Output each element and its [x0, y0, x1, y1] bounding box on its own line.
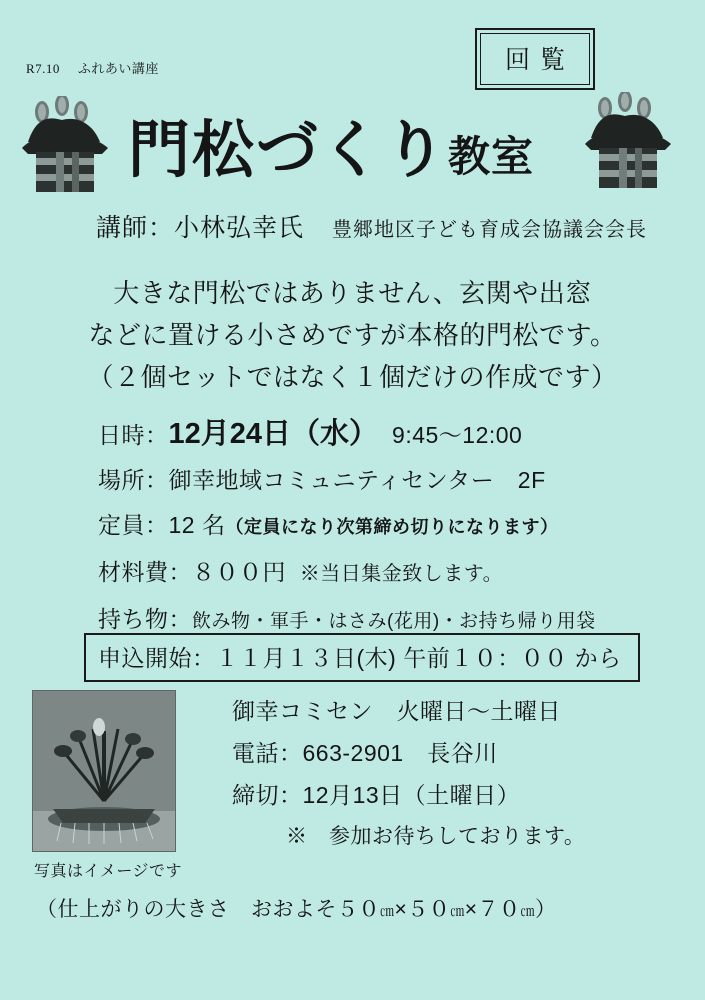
circulation-stamp-text: 回覧: [480, 33, 590, 85]
contact-note: ※ 参加お待ちしております。: [286, 825, 586, 848]
place-label: 場所：: [98, 467, 169, 493]
detail-row-datetime: [98, 415, 658, 455]
contact-block: [232, 690, 585, 858]
sample-photo: [32, 690, 176, 852]
place-value: 御幸地域コミュニティセンター 2F: [168, 467, 546, 493]
description-line-1: 大きな門松ではありません、玄関や出窓: [113, 278, 592, 308]
detail-row-fee: [98, 553, 658, 594]
size-unit-2: ㎝: [450, 903, 465, 919]
datetime-time: 9:45〜12:00: [392, 422, 523, 448]
application-start-text: 申込開始：１１月１３日(木) 午前１０：００ から: [98, 645, 622, 671]
size-note-mid-1: ×５０: [394, 898, 451, 921]
size-note-post: ）: [535, 898, 557, 921]
capacity-value: 12 名: [168, 512, 226, 538]
description-block: [0, 272, 705, 398]
detail-row-place: [98, 461, 658, 500]
page-title-suffix: 教室: [448, 132, 535, 181]
bring-value: 飲み物・軍手・はさみ(花用)・お持ち帰り用袋: [192, 611, 596, 632]
capacity-note: （定員になり次第締め切りになります）: [225, 517, 559, 537]
page-title: [128, 100, 534, 189]
datetime-weekday: （水）: [291, 418, 379, 450]
contact-phone: 電話：663-2901 長谷川: [232, 740, 498, 766]
fee-note: ※当日集金致します。: [299, 563, 504, 585]
page-title-main: 門松づくり: [128, 113, 449, 186]
course-series-label: ふれあい講座: [77, 61, 159, 76]
fee-label: 材料費：: [98, 559, 192, 585]
document-code: [26, 58, 159, 77]
contact-deadline: 締切：12月13日（土曜日）: [232, 782, 521, 808]
circulation-stamp: [475, 28, 595, 90]
photo-caption: 写真はイメージです: [34, 863, 183, 880]
size-note-pre: （仕上がりの大きさ おおよそ５０: [36, 898, 380, 921]
finished-size-note: [36, 893, 557, 923]
description-line-2: などに置ける小さめですが本格的門松です。: [88, 320, 617, 350]
document-code-text: R7.10: [26, 61, 60, 76]
size-unit-3: ㎝: [520, 903, 536, 919]
detail-row-capacity: [98, 506, 658, 547]
kadomatsu-illustration-left: [18, 96, 114, 196]
application-start-box: [84, 633, 640, 682]
instructor-line: [96, 208, 647, 244]
contact-hours: 御幸コミセン 火曜日〜土曜日: [232, 698, 561, 724]
size-note-mid-2: ×７０: [464, 898, 521, 921]
bring-label: 持ち物：: [98, 606, 192, 632]
instructor-name: 講師：小林弘幸氏: [96, 214, 305, 242]
size-unit-1: ㎝: [380, 903, 395, 919]
title-row: [0, 92, 705, 197]
instructor-organization: 豊郷地区子ども育成会協議会会長: [332, 219, 648, 241]
datetime-label: 日時：: [98, 422, 169, 448]
datetime-value: 12月24日: [168, 418, 292, 450]
details-list: [98, 415, 658, 647]
kadomatsu-illustration-right: [581, 92, 677, 192]
description-line-3: （２個セットではなく１個だけの作成です）: [87, 362, 618, 392]
fee-value: ８００円: [192, 559, 286, 585]
sample-photo-image: [33, 691, 175, 851]
capacity-label: 定員：: [98, 512, 169, 538]
